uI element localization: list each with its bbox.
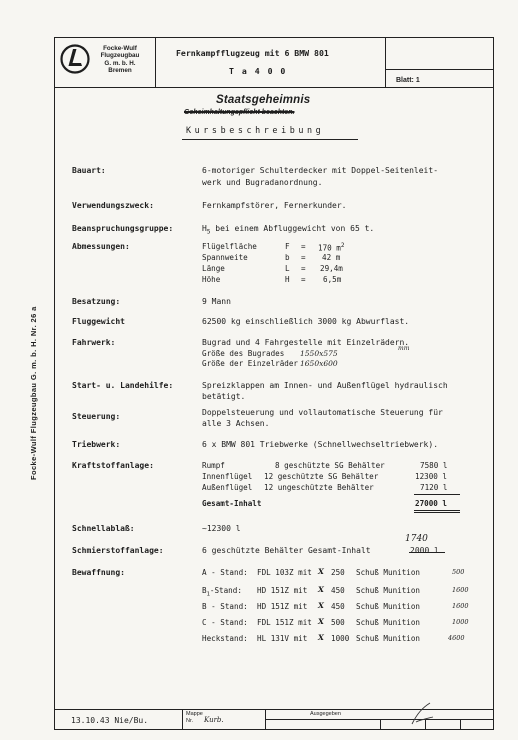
triebwerk-value: 6 x BMW 801 Triebwerke (Schnellwechseltriebwerk). [202,440,439,449]
secrecy-note: Geheimhaltungspflicht beachten. [184,109,295,116]
abm-eq-1: = [301,242,306,251]
fahrwerk-bugrad-size: 1550x575 [300,349,338,358]
label-steuerung: Steuerung: [72,412,121,421]
footer-nr-label: Nr. [186,718,194,724]
bew-text-3: Schuß Munition [356,602,421,611]
abm-val-3: 29,4m [320,264,343,273]
header-divider-left [155,37,156,87]
abm-name-4: Höhe [202,275,221,284]
footer-date-ref: 13.10.43 Nie/Bu. [71,716,149,725]
bew-hw-2: 1600 [452,586,469,594]
bew-text-2: Schuß Munition [356,586,421,595]
sheet-number: 1 [415,77,420,84]
kraftstoff-total-rule-1 [414,510,460,511]
bew-old-1: X [318,567,324,576]
steuerung-line-2: alle 3 Achsen. [202,419,270,428]
abm-eq-2: = [301,253,306,262]
label-schmierstoffanlage: Schmierstoffanlage: [72,546,164,555]
bew-rounds-3: 450 [331,602,345,611]
fluggewicht-value: 62500 kg einschließlich 3000 kg Abwurflast. [202,317,410,326]
footer-mappe-label: Mappe [186,711,203,717]
footer-scribble-icon [408,700,438,728]
label-fahrwerk: Fahrwerk: [72,338,116,347]
bew-old-5: X [318,633,324,642]
label-triebwerk: Triebwerk: [72,440,121,449]
kraftstoff-name-1: Rumpf [202,461,225,470]
verwendungszweck-value: Fernkampfstörer, Fernerkunder. [202,201,347,210]
label-beanspruchungsgruppe: Beanspruchungsgruppe: [72,224,174,233]
bew-weapon-1: FDL 103Z mit [257,568,312,577]
schmierstoff-old-value: 2000 l [410,546,439,555]
header-sheet-rule [385,69,494,70]
fahrwerk-bugrad-label: Größe des Bugrades [202,349,285,358]
bauart-line-1: 6-motoriger Schulterdecker mit Doppel-Seitenleit- [202,166,439,175]
abm-sym-4: H [285,275,290,284]
kraftstoff-val-1: 7580 l [420,461,448,470]
footer-divider-5 [460,719,461,730]
startlande-line-2: betätigt. [202,392,246,401]
header-divider-right [385,37,386,87]
secret-stamp: Staatsgeheimnis [216,94,311,106]
bauart-line-2: werk und Bugradanordnung. [202,178,323,187]
kraftstoff-name-3: Außenflügel [202,483,253,492]
kraftstoff-val-3: 7120 l [420,483,448,492]
document-title: Kursbeschreibung [186,125,325,135]
steuerung-line-1: Doppelsteuerung und vollautomatische Steuerung für [202,408,443,417]
bew-stand-5: Heckstand: [202,634,248,643]
header-bottom-rule [54,87,494,88]
label-schnellablass: Schnellablaß: [72,524,135,533]
company-name: Focke-Wulf Flugzeugbau G. m. b. H. Bremen [100,45,140,75]
abm-val-2: 42 m [322,253,341,262]
abm-name-2: Spannweite [202,253,248,262]
abm-eq-4: = [301,275,306,284]
kraftstoff-val-2: 12300 l [415,472,448,481]
label-kraftstoffanlage: Kraftstoffanlage: [72,461,154,470]
bew-rounds-2: 450 [331,586,345,595]
fahrwerk-einzelraeder-label: Größe der Einzelräder [202,359,299,368]
bew-stand-1: A - Stand: [202,568,248,577]
bew-hw-4: 1000 [452,618,469,626]
kraftstoff-total-rule-2 [414,512,460,513]
label-fluggewicht: Fluggewicht [72,317,125,326]
fahrwerk-line-1: Bugrad und 4 Fahrgestelle mit Einzelrädern. [202,338,410,347]
abm-val-1: 170 $m^2$ [318,242,345,253]
side-binding-text: Focke-Wulf Flugzeugbau G. m. b. H. Nr. 26 a [29,306,38,480]
bew-hw-1: 500 [452,568,465,576]
title-underline [182,139,358,140]
kraftstoff-total-label: Gesamt-Inhalt [202,499,262,508]
abm-sym-2: b [285,253,290,262]
bew-stand-2: $B_1$-Stand: [202,586,242,598]
bew-weapon-4: FDL 151Z mit [257,618,312,627]
bew-text-4: Schuß Munition [356,618,421,627]
bew-text-1: Schuß Munition [356,568,421,577]
focke-wulf-logo-icon [60,44,90,74]
bew-rounds-4: 500 [331,618,345,627]
bew-rounds-5: 1000 [331,634,350,643]
abm-val-4: 6,5m [323,275,342,284]
aircraft-type: T a 4 0 0 [229,66,287,76]
label-bauart: Bauart: [72,166,106,175]
kraftstoff-name-2: Innenflügel [202,472,253,481]
fahrwerk-unit: mm [398,345,410,352]
footer-ausgegeben-label: Ausgegeben [310,711,341,717]
bew-stand-3: B - Stand: [202,602,248,611]
fahrwerk-einzelraeder-size: 1650x600 [300,359,338,368]
abm-name-3: Länge [202,264,225,273]
label-besatzung: Besatzung: [72,297,121,306]
footer-divider-3 [380,719,381,730]
beanspruchungsgruppe-value: $H_5$ bei einem Abfluggewicht von 65 t. [202,224,375,236]
kraftstoff-desc-1: 8 geschützte SG Behälter [275,461,385,470]
label-bewaffnung: Bewaffnung: [72,568,125,577]
footer-divider-1 [182,709,183,730]
bew-old-4: X [318,617,324,626]
kraftstoff-desc-3: 12 ungeschützte Behälter [264,483,374,492]
bew-weapon-3: HD 151Z mit [257,602,308,611]
bew-rounds-1: 250 [331,568,345,577]
schmierstoff-new-value: 1740 [405,534,428,544]
bew-old-2: X [318,585,324,594]
label-start-landehilfe: Start- u. Landehilfe: [72,381,174,390]
kraftstoff-sum-rule [414,494,460,495]
startlande-line-1: Spreizklappen am Innen- und Außenflügel hydraulisch [202,381,448,390]
label-verwendungszweck: Verwendungszweck: [72,201,154,210]
bew-hw-3: 1600 [452,602,469,610]
bew-weapon-2: HD 151Z mit [257,586,308,595]
abm-name-1: Flügelfläche [202,242,257,251]
schmierstoff-value: 6 geschützte Behälter Gesamt-Inhalt [202,546,371,555]
besatzung-value: 9 Mann [202,297,231,306]
abm-eq-3: = [301,264,306,273]
abm-sym-1: F [285,242,290,251]
schnellablass-value: ~12300 l [202,524,241,533]
bew-old-3: X [318,601,324,610]
kraftstoff-desc-2: 12 geschützte SG Behälter [264,472,379,481]
abm-sym-3: L [285,264,290,273]
bew-text-5: Schuß Munition [356,634,421,643]
bew-stand-4: C - Stand: [202,618,248,627]
sheet-label: Blatt: 1 [396,77,420,84]
schmierstoff-strikethrough [409,552,445,553]
aircraft-designation: Fernkampfflugzeug mit 6 BMW 801 [176,48,329,58]
bew-hw-5: 4600 [448,634,465,642]
bew-weapon-5: HL 131V mit [257,634,308,643]
label-abmessungen: Abmessungen: [72,242,130,251]
kraftstoff-total-value: 27000 l [415,499,448,508]
footer-mappe-handwritten: Kurb. [204,716,224,724]
